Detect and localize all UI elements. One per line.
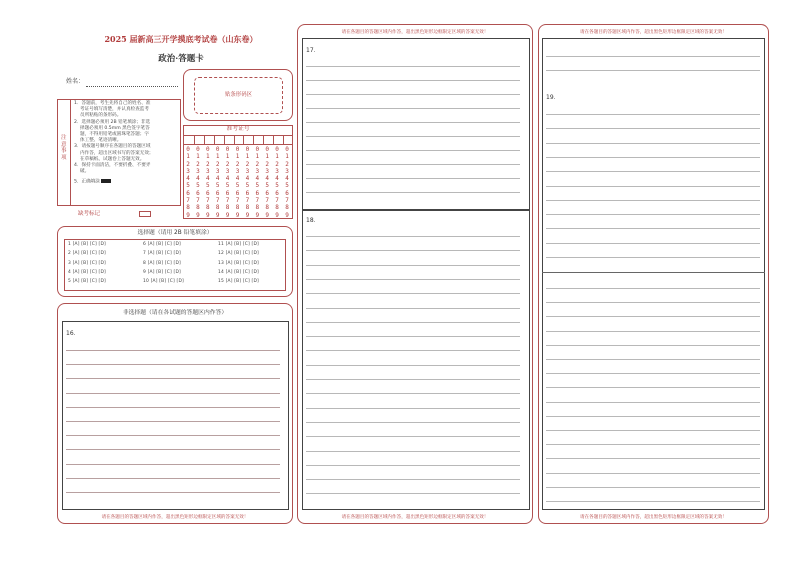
q17-box xyxy=(302,38,530,210)
answer-line[interactable] xyxy=(66,378,280,379)
answer-line[interactable] xyxy=(546,430,760,431)
answer-line[interactable] xyxy=(546,373,760,374)
answer-line[interactable] xyxy=(546,186,760,187)
ticket-digit-bubble[interactable]: 5 xyxy=(205,182,210,190)
q17-number: 17． xyxy=(306,47,320,54)
answer-line[interactable] xyxy=(546,316,760,317)
ticket-digit-bubble[interactable]: 6 xyxy=(215,189,220,197)
ticket-digit-bubble[interactable]: 6 xyxy=(285,189,289,197)
ticket-digit-bubble[interactable]: 2 xyxy=(285,160,289,168)
middle-bottom-warning: 请在各题目的答题区域内作答，超出黑色矩形边框限定区域的答案无效！ xyxy=(341,515,489,520)
answer-line[interactable] xyxy=(546,214,760,215)
right-bottom-warning: 请在各题目的答题区域内作答，超出黑色矩形边框限定区域的答案无效！ xyxy=(579,515,727,520)
ticket-digit-bubble[interactable]: 7 xyxy=(265,197,269,205)
ticket-column-divider xyxy=(243,135,244,144)
ticket-digit-bubble[interactable]: 8 xyxy=(255,204,260,212)
notice-line: 在草稿纸、试题卷上答题无效。 xyxy=(80,156,145,162)
ticket-digit-bubble[interactable]: 3 xyxy=(205,167,210,175)
right-answer-box xyxy=(542,38,765,510)
choice-title: 选择题（请用 2B 铅笔填涂） xyxy=(137,230,213,236)
ticket-digit-bubble[interactable]: 7 xyxy=(275,197,279,205)
ticket-digit-bubble[interactable]: 0 xyxy=(285,146,289,153)
middle-top-warning: 请在各题目的答题区域内作答，超出黑色矩形边框限定区域的答案无效！ xyxy=(341,30,489,35)
ticket-digit-column[interactable] xyxy=(274,146,280,219)
answer-line[interactable] xyxy=(306,379,520,380)
notice-line: 考证号填写清楚，并认真检查监考 xyxy=(80,107,149,113)
ticket-digit-column[interactable] xyxy=(205,146,211,219)
answer-line[interactable] xyxy=(306,178,520,179)
ticket-digit-bubble[interactable]: 7 xyxy=(285,197,289,205)
ticket-digit-bubble[interactable]: 7 xyxy=(196,197,200,205)
nonchoice-title: 非选择题（请在各试题的答题区内作答） xyxy=(122,310,228,316)
answer-line[interactable] xyxy=(546,257,760,258)
ticket-write-row-line xyxy=(183,144,293,145)
ticket-column-divider xyxy=(263,135,264,144)
choice-question-row[interactable]: 1 [A] [B] [C] [D] xyxy=(68,242,106,247)
q16-number: 16． xyxy=(66,330,80,337)
answer-line[interactable] xyxy=(306,465,520,466)
filled-bubble-sample-icon xyxy=(101,179,111,183)
answer-line[interactable] xyxy=(546,302,760,303)
answer-line[interactable] xyxy=(306,265,520,266)
ticket-digit-bubble[interactable]: 5 xyxy=(255,182,260,190)
answer-line[interactable] xyxy=(546,345,760,346)
ticket-digit-bubble[interactable]: 8 xyxy=(225,204,230,212)
answer-line[interactable] xyxy=(306,336,520,337)
barcode-label: 贴条形码区 xyxy=(225,92,252,98)
ticket-number-label: 准考证号 xyxy=(226,126,250,132)
answer-line[interactable] xyxy=(66,393,280,394)
ticket-digit-bubble[interactable]: 4 xyxy=(225,175,230,183)
notice-lines xyxy=(74,101,180,186)
answer-line[interactable] xyxy=(306,192,520,193)
answer-line[interactable] xyxy=(66,449,280,450)
exam-title: 2025 届新高三开学摸底考试卷（山东卷） xyxy=(104,34,258,44)
answer-line[interactable] xyxy=(66,464,280,465)
ticket-digit-bubble[interactable]: 8 xyxy=(196,204,200,212)
ticket-digit-bubble[interactable]: 4 xyxy=(285,175,289,183)
notice-line: 员所粘贴的条形码。 xyxy=(80,113,122,119)
ticket-digit-bubble[interactable]: 0 xyxy=(265,146,269,153)
answer-line[interactable] xyxy=(546,157,760,158)
notice-line: 5．正确填涂 xyxy=(74,179,100,185)
choice-question-row[interactable]: 10 [A] [B] [C] [D] xyxy=(143,279,184,285)
answer-line[interactable] xyxy=(306,108,520,109)
ticket-digit-bubble[interactable]: 4 xyxy=(196,175,200,183)
ticket-digit-bubble[interactable]: 2 xyxy=(205,160,210,168)
answer-line[interactable] xyxy=(546,416,760,417)
notice-title-divider xyxy=(70,99,71,206)
choice-question-row[interactable]: 2 [A] [B] [C] [D] xyxy=(68,251,106,257)
notice-line: 题，不得用铅笔或圆珠笔答题；字 xyxy=(80,132,149,138)
ticket-digit-bubble[interactable]: 9 xyxy=(255,211,260,219)
answer-line[interactable] xyxy=(546,143,760,144)
answer-line[interactable] xyxy=(306,408,520,409)
answer-line[interactable] xyxy=(306,350,520,351)
ticket-digit-bubble[interactable]: 0 xyxy=(275,146,279,153)
ticket-digit-bubble[interactable]: 1 xyxy=(196,153,200,161)
answer-line[interactable] xyxy=(66,350,280,351)
ticket-digit-bubble[interactable]: 4 xyxy=(186,175,190,183)
ticket-digit-bubble[interactable]: 1 xyxy=(265,153,269,161)
ticket-column-divider xyxy=(194,135,195,144)
ticket-digit-bubble[interactable]: 0 xyxy=(205,146,210,153)
right-top-warning: 请在各题目的答题区域内作答，超出黑色矩形边框限定区域的答案无效！ xyxy=(579,30,727,35)
choice-question-row[interactable]: 5 [A] [B] [C] [D] xyxy=(68,279,106,285)
ticket-digit-column[interactable] xyxy=(215,146,221,219)
ticket-digit-bubble[interactable]: 9 xyxy=(196,211,200,219)
ticket-column-divider xyxy=(273,135,274,144)
ticket-digit-column[interactable] xyxy=(225,146,231,219)
ticket-digit-bubble[interactable]: 2 xyxy=(186,160,190,168)
ticket-digit-bubble[interactable]: 5 xyxy=(235,182,240,190)
answer-line[interactable] xyxy=(66,492,280,493)
ticket-digit-bubble[interactable]: 3 xyxy=(235,167,240,175)
ticket-digit-bubble[interactable]: 8 xyxy=(186,204,190,212)
ticket-digit-bubble[interactable]: 1 xyxy=(186,153,190,161)
choice-question-row[interactable]: 11 [A] [B] [C] [D] xyxy=(218,242,259,247)
answer-line[interactable] xyxy=(546,387,760,388)
answer-line[interactable] xyxy=(546,331,760,332)
answer-line[interactable] xyxy=(306,436,520,437)
answer-line[interactable] xyxy=(546,70,760,71)
ticket-digit-bubble[interactable]: 1 xyxy=(215,153,220,161)
answer-line[interactable] xyxy=(306,164,520,165)
answer-line[interactable] xyxy=(306,66,520,67)
answer-line[interactable] xyxy=(306,80,520,81)
ticket-digit-bubble[interactable]: 0 xyxy=(255,146,260,153)
ticket-column-divider xyxy=(224,135,225,144)
answer-line[interactable] xyxy=(546,114,760,115)
answer-line[interactable] xyxy=(66,407,280,408)
choice-question-row[interactable]: 14 [A] [B] [C] [D] xyxy=(218,269,259,275)
ticket-digit-bubble[interactable]: 8 xyxy=(205,204,210,212)
notice-line: 1．答题前，考生先将自己的姓名、准 xyxy=(74,101,151,106)
q19-number: 19． xyxy=(546,94,560,101)
answer-line[interactable] xyxy=(546,458,760,459)
ticket-digit-bubble[interactable]: 3 xyxy=(275,167,279,175)
choice-question-row[interactable]: 7 [A] [B] [C] [D] xyxy=(143,251,181,257)
ticket-digit-bubble[interactable]: 1 xyxy=(285,153,289,161)
ticket-digit-bubble[interactable]: 0 xyxy=(235,146,240,153)
ticket-digit-bubble[interactable]: 8 xyxy=(285,204,289,212)
ticket-digit-column[interactable] xyxy=(235,146,241,219)
answer-line[interactable] xyxy=(306,422,520,423)
ticket-digit-column[interactable] xyxy=(195,146,201,219)
ticket-digit-bubble[interactable]: 9 xyxy=(245,211,250,219)
answer-line[interactable] xyxy=(306,451,520,452)
notice-line: 2．选择题必须用 2B 铅笔填涂；非选 xyxy=(74,119,151,125)
ticket-digit-bubble[interactable]: 6 xyxy=(245,189,250,197)
ticket-digit-column[interactable] xyxy=(264,146,270,219)
answer-line[interactable] xyxy=(306,150,520,151)
ticket-column-divider xyxy=(204,135,205,144)
answer-line[interactable] xyxy=(546,402,760,403)
ticket-digit-bubble[interactable]: 3 xyxy=(225,167,230,175)
answer-line[interactable] xyxy=(546,288,760,289)
ticket-digit-bubble[interactable]: 1 xyxy=(235,153,240,161)
ticket-digit-bubble[interactable]: 6 xyxy=(265,189,269,197)
ticket-digit-bubble[interactable]: 0 xyxy=(245,146,250,153)
ticket-digit-bubble[interactable]: 9 xyxy=(215,211,220,219)
answer-line[interactable] xyxy=(306,122,520,123)
absent-marker-checkbox[interactable] xyxy=(139,211,151,217)
ticket-digit-bubble[interactable]: 9 xyxy=(285,211,289,219)
ticket-digit-bubble[interactable]: 7 xyxy=(215,197,220,205)
ticket-digit-bubble[interactable]: 4 xyxy=(215,175,220,183)
ticket-digit-bubble[interactable]: 2 xyxy=(265,160,269,168)
ticket-digit-bubble[interactable]: 3 xyxy=(255,167,260,175)
ticket-digit-bubble[interactable]: 3 xyxy=(186,167,190,175)
ticket-header-line xyxy=(183,135,293,136)
ticket-digit-bubble[interactable]: 9 xyxy=(275,211,279,219)
ticket-column-divider xyxy=(283,135,284,144)
ticket-digit-bubble[interactable]: 2 xyxy=(196,160,200,168)
notice-line: 破。 xyxy=(80,169,90,175)
ticket-digit-bubble[interactable]: 9 xyxy=(205,211,210,219)
answer-line[interactable] xyxy=(306,293,520,294)
notice-line: 择题必须用 0.5mm 黑色签字笔答 xyxy=(80,125,150,131)
ticket-digit-bubble[interactable]: 8 xyxy=(265,204,269,212)
ticket-digit-bubble[interactable]: 9 xyxy=(265,211,269,219)
answer-line[interactable] xyxy=(546,444,760,445)
ticket-digit-column[interactable] xyxy=(254,146,260,219)
ticket-digit-bubble[interactable]: 0 xyxy=(215,146,220,153)
answer-line[interactable] xyxy=(66,478,280,479)
ticket-digit-bubble[interactable]: 8 xyxy=(245,204,250,212)
answer-line[interactable] xyxy=(66,435,280,436)
answer-line[interactable] xyxy=(306,365,520,366)
ticket-digit-bubble[interactable]: 5 xyxy=(225,182,230,190)
ticket-digit-bubble[interactable]: 7 xyxy=(235,197,240,205)
ticket-digit-bubble[interactable]: 3 xyxy=(245,167,250,175)
notice-line: 4．保持卡面清洁，不要折叠、不要弄 xyxy=(74,163,151,169)
ticket-digit-bubble[interactable]: 1 xyxy=(205,153,210,161)
ticket-digit-bubble[interactable]: 8 xyxy=(275,204,279,212)
ticket-digit-bubble[interactable]: 3 xyxy=(196,167,200,175)
ticket-digit-bubble[interactable]: 6 xyxy=(196,189,200,197)
choice-question-row[interactable]: 15 [A] [B] [C] [D] xyxy=(218,279,259,285)
ticket-digit-column[interactable] xyxy=(185,146,191,219)
answer-line[interactable] xyxy=(546,243,760,244)
ticket-digit-bubble[interactable]: 4 xyxy=(275,175,279,183)
ticket-digit-bubble[interactable]: 1 xyxy=(225,153,230,161)
ticket-digit-bubble[interactable]: 7 xyxy=(245,197,250,205)
answer-line[interactable] xyxy=(546,200,760,201)
subject-title: 政治·答题卡 xyxy=(158,54,204,64)
ticket-digit-bubble[interactable]: 8 xyxy=(235,204,240,212)
ticket-digit-bubble[interactable]: 8 xyxy=(215,204,220,212)
choice-question-row[interactable]: 8 [A] [B] [C] [D] xyxy=(143,260,181,266)
answer-line[interactable] xyxy=(546,228,760,229)
ticket-digit-bubble[interactable]: 5 xyxy=(245,182,250,190)
ticket-digit-bubble[interactable]: 2 xyxy=(215,160,220,168)
choice-question-row[interactable]: 12 [A] [B] [C] [D] xyxy=(218,251,259,257)
answer-line[interactable] xyxy=(306,236,520,237)
ticket-digit-bubble[interactable]: 2 xyxy=(255,160,260,168)
ticket-digit-bubble[interactable]: 9 xyxy=(225,211,230,219)
notice-line xyxy=(74,179,180,185)
answer-line[interactable] xyxy=(306,479,520,480)
answer-line[interactable] xyxy=(306,94,520,95)
ticket-digit-bubble[interactable]: 7 xyxy=(205,197,210,205)
ticket-digit-bubble[interactable]: 5 xyxy=(285,182,289,190)
ticket-digit-bubble[interactable]: 3 xyxy=(215,167,220,175)
answer-line[interactable] xyxy=(306,493,520,494)
answer-line[interactable] xyxy=(546,359,760,360)
ticket-digit-bubble[interactable]: 7 xyxy=(255,197,260,205)
choice-question-row[interactable]: 6 [A] [B] [C] [D] xyxy=(143,242,181,247)
ticket-digit-bubble[interactable]: 5 xyxy=(215,182,220,190)
ticket-digit-bubble[interactable]: 2 xyxy=(235,160,240,168)
q19-bottom-divider xyxy=(542,272,765,273)
answer-line[interactable] xyxy=(306,250,520,251)
answer-line[interactable] xyxy=(66,364,280,365)
ticket-digit-bubble[interactable]: 6 xyxy=(186,189,190,197)
answer-line[interactable] xyxy=(546,501,760,502)
ticket-digit-bubble[interactable]: 5 xyxy=(265,182,269,190)
absent-marker-label: 缺考标记 xyxy=(78,211,101,217)
answer-line[interactable] xyxy=(546,56,760,57)
ticket-digit-column[interactable] xyxy=(244,146,250,219)
ticket-digit-bubble[interactable]: 9 xyxy=(186,211,190,219)
ticket-digit-bubble[interactable]: 1 xyxy=(275,153,279,161)
answer-line[interactable] xyxy=(306,322,520,323)
ticket-digit-bubble[interactable]: 6 xyxy=(235,189,240,197)
left-warning: 请在各题目的答题区域内作答，超出黑色矩形边框限定区域的答案无效！ xyxy=(101,515,249,520)
ticket-digit-bubble[interactable]: 5 xyxy=(196,182,200,190)
answer-line[interactable] xyxy=(306,136,520,137)
ticket-digit-bubble[interactable]: 5 xyxy=(275,182,279,190)
ticket-digit-bubble[interactable]: 4 xyxy=(205,175,210,183)
ticket-digit-bubble[interactable]: 1 xyxy=(255,153,260,161)
answer-line[interactable] xyxy=(546,487,760,488)
ticket-digit-bubble[interactable]: 4 xyxy=(255,175,260,183)
ticket-column-divider xyxy=(234,135,235,144)
answer-line[interactable] xyxy=(546,128,760,129)
ticket-digit-bubble[interactable]: 6 xyxy=(225,189,230,197)
ticket-digit-bubble[interactable]: 0 xyxy=(225,146,230,153)
answer-line[interactable] xyxy=(306,279,520,280)
answer-line[interactable] xyxy=(306,308,520,309)
choice-question-row[interactable]: 4 [A] [B] [C] [D] xyxy=(68,269,106,275)
answer-line[interactable] xyxy=(306,393,520,394)
choice-question-row[interactable]: 9 [A] [B] [C] [D] xyxy=(143,269,181,275)
notice-line: 体工整、笔迹清晰。 xyxy=(80,138,122,144)
ticket-digit-bubble[interactable]: 5 xyxy=(186,182,190,190)
name-line[interactable] xyxy=(86,86,178,87)
ticket-digit-bubble[interactable]: 6 xyxy=(255,189,260,197)
choice-question-row[interactable]: 13 [A] [B] [C] [D] xyxy=(218,260,259,266)
ticket-digit-bubble[interactable]: 7 xyxy=(186,197,190,205)
ticket-digit-bubble[interactable]: 2 xyxy=(275,160,279,168)
ticket-digit-bubble[interactable]: 1 xyxy=(245,153,250,161)
notice-title: 注意事项 xyxy=(61,135,67,161)
ticket-digit-bubble[interactable]: 9 xyxy=(235,211,240,219)
ticket-digit-bubble[interactable]: 6 xyxy=(275,189,279,197)
ticket-column-divider xyxy=(253,135,254,144)
ticket-digit-column[interactable] xyxy=(284,146,290,219)
choice-question-row[interactable]: 3 [A] [B] [C] [D] xyxy=(68,260,106,266)
ticket-digit-bubble[interactable]: 4 xyxy=(265,175,269,183)
answer-line[interactable] xyxy=(66,421,280,422)
ticket-digit-bubble[interactable]: 4 xyxy=(245,175,250,183)
notice-line: 内作答，超出区域书写的答案无效； xyxy=(80,150,154,156)
ticket-digit-bubble[interactable]: 3 xyxy=(285,167,289,175)
ticket-digit-bubble[interactable]: 4 xyxy=(235,175,240,183)
ticket-digit-bubble[interactable]: 2 xyxy=(245,160,250,168)
ticket-digit-bubble[interactable]: 3 xyxy=(265,167,269,175)
ticket-digit-bubble[interactable]: 7 xyxy=(225,197,230,205)
notice-line: 3．请按题号顺序在各题目的答题区域 xyxy=(74,144,151,150)
ticket-digit-bubble[interactable]: 0 xyxy=(186,146,190,153)
ticket-digit-bubble[interactable]: 0 xyxy=(196,146,200,153)
ticket-column-divider xyxy=(214,135,215,144)
q18-number: 18． xyxy=(306,217,320,224)
answer-line[interactable] xyxy=(546,171,760,172)
name-label: 姓名： xyxy=(66,78,85,85)
ticket-digit-bubble[interactable]: 6 xyxy=(205,189,210,197)
ticket-digit-bubble[interactable]: 2 xyxy=(225,160,230,168)
answer-line[interactable] xyxy=(546,473,760,474)
